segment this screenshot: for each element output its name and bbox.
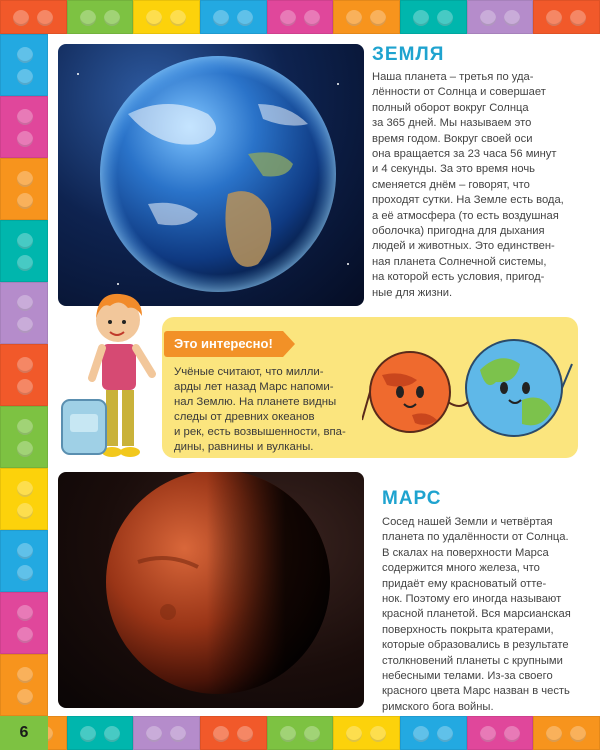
fact-text-line: арды лет назад Марс напоми- <box>174 381 334 393</box>
lego-brick <box>467 716 534 750</box>
lego-brick <box>0 158 48 220</box>
lego-brick <box>0 654 48 716</box>
lego-brick <box>67 0 134 34</box>
mars-text-line: планета по удалённости от Солнца. <box>382 531 569 544</box>
lego-brick <box>0 282 48 344</box>
fact-text-line: следы от древних океанов <box>174 411 315 423</box>
cartoon-planets <box>362 330 574 450</box>
earth-text-line: оболочка) пригодна для дыхания <box>372 225 545 238</box>
page-number: 6 <box>0 716 48 750</box>
cartoon-mars-icon <box>362 352 450 432</box>
earth-text-line: время годом. Вокруг своей оси <box>372 132 533 145</box>
lego-brick <box>133 716 200 750</box>
lego-brick <box>0 344 48 406</box>
lego-brick <box>400 0 467 34</box>
lego-frame-top <box>0 0 600 34</box>
boy-illustration <box>60 292 170 470</box>
mars-text-line: римского бога войны. <box>382 700 494 713</box>
lego-brick <box>0 592 48 654</box>
earth-text-line: лённости от Солнца и совершает <box>372 86 546 99</box>
fact-label: Это интересно! <box>164 331 283 357</box>
lego-brick <box>333 716 400 750</box>
earth-text-line: людей и животных. Это единствен- <box>372 240 555 253</box>
lego-brick <box>467 0 534 34</box>
mars-text-line: столкновений планеты с крупными <box>382 654 563 667</box>
fact-text-line: нал Землю. На планете видны <box>174 396 337 408</box>
mars-text-line: поверхность покрыта кратерами, <box>382 623 554 636</box>
earth-text-line: ная планета Солнечной системы, <box>372 255 547 268</box>
earth-text-line: полный оборот вокруг Солнца <box>372 101 529 114</box>
mars-text-line: содержится много железа, что <box>382 562 540 575</box>
lego-brick <box>0 468 48 530</box>
mars-text-line: которые образовались в результате <box>382 639 569 652</box>
lego-brick <box>0 220 48 282</box>
lego-brick <box>0 0 67 34</box>
fact-text-line: дины, равнины и вулканы. <box>174 441 314 453</box>
lego-brick <box>267 0 334 34</box>
lego-brick <box>133 0 200 34</box>
mars-text-line: В скалах на поверхности Марса <box>382 546 549 559</box>
earth-text-line: ные для жизни. <box>372 286 453 299</box>
lego-brick <box>0 34 48 96</box>
earth-text-line: проходят сутки. На Земле есть вода, <box>372 194 564 207</box>
lego-brick <box>533 716 600 750</box>
lego-brick <box>0 406 48 468</box>
earth-text <box>372 70 564 301</box>
earth-photo <box>58 44 364 306</box>
lego-brick <box>67 716 134 750</box>
lego-brick <box>200 0 267 34</box>
lego-brick <box>200 716 267 750</box>
earth-text-line: Наша планета – третья по уда- <box>372 71 534 83</box>
earth-title: ЗЕМЛЯ <box>372 44 445 65</box>
cartoon-earth-icon <box>466 340 572 436</box>
earth-text-line: сменяется днём – говорят, что <box>372 178 530 191</box>
earth-text-line: за 365 дней. Мы называем это <box>372 117 532 130</box>
mars-text <box>382 515 571 715</box>
earth-text-line: а её атмосфера (то есть воздушная <box>372 209 559 222</box>
fact-text <box>174 365 346 455</box>
lego-brick <box>533 0 600 34</box>
mars-text-line: красной планетой. Вся марсианская <box>382 608 571 621</box>
earth-text-line: и 4 секунды. За это время ночь <box>372 163 536 176</box>
mars-text-line: небесными телами. Из-за своего <box>382 670 553 683</box>
lego-brick <box>0 530 48 592</box>
mars-text-line: нок. Поэтому его иногда называют <box>382 593 562 606</box>
mars-photo <box>58 472 364 708</box>
earth-text-line: на которой есть условия, пригод- <box>372 271 545 284</box>
fact-text-line: Учёные считают, что милли- <box>174 366 324 378</box>
fact-text-line: и рек, есть возвышенности, впа- <box>174 426 346 438</box>
mars-text-line: придаёт ему красноватый отте- <box>382 577 547 590</box>
lego-brick <box>267 716 334 750</box>
mars-text-line: Сосед нашей Земли и четвёртая <box>382 516 553 528</box>
earth-text-line: она вращается за 23 часа 56 минут <box>372 148 557 161</box>
mars-title: МАРС <box>382 488 442 509</box>
mars-text-line: красного цвета Марс назван в честь <box>382 685 570 698</box>
lego-frame-bottom <box>0 716 600 750</box>
lego-brick <box>0 96 48 158</box>
lego-frame-left <box>0 34 48 716</box>
lego-brick <box>333 0 400 34</box>
lego-brick <box>400 716 467 750</box>
